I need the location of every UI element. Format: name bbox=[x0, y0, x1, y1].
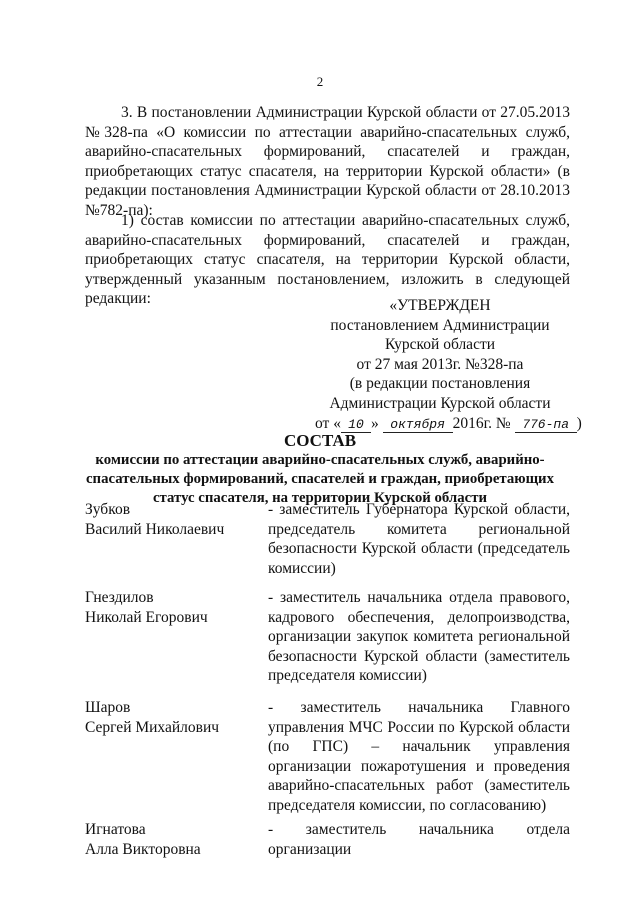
member-surname: Игнатова bbox=[85, 821, 146, 838]
member-role-text: - заместитель начальника Главного управления МЧС России по Курской области (по ГПС) – начальник управления организации пожаротушения и проведения аварийно-спасательных работ (заместитель председателя комиссии, по согласованию) bbox=[268, 699, 570, 814]
member-role bbox=[268, 588, 570, 686]
member-row bbox=[85, 500, 570, 580]
member-role bbox=[268, 820, 570, 859]
member-role-text: - заместитель начальника отдела организации bbox=[268, 821, 570, 858]
member-role-text: - заместитель Губернатора Курской области, председатель комитета региональной безопасности Курской области (председатель комиссии) bbox=[268, 501, 570, 577]
quote-close: » bbox=[370, 414, 379, 432]
item1-line: приобретающих статус спасателя, на территории Курской области, bbox=[85, 251, 570, 269]
approval-month: октября bbox=[383, 417, 453, 433]
item1-line: аварийно-спасательных формирований, спасателей и граждан, bbox=[85, 231, 570, 249]
approval-closing: ) bbox=[576, 414, 582, 432]
composition-title: СОСТАВ bbox=[283, 431, 357, 450]
approval-block bbox=[315, 296, 582, 433]
quote-open: « bbox=[333, 414, 341, 432]
approval-line: Курской области bbox=[384, 336, 496, 354]
item1-line: 1) состав комиссии по аттестации аварийно-спасательных служб, bbox=[121, 212, 570, 229]
member-surname: Шаров bbox=[85, 699, 131, 716]
approval-number: 776-па bbox=[515, 417, 577, 433]
item3-paragraph bbox=[85, 103, 570, 221]
member-name bbox=[85, 588, 255, 627]
approval-line: Администрации Курской области bbox=[329, 394, 551, 412]
member-role bbox=[268, 500, 570, 578]
item1-line: утвержденный указанным постановлением, изложить в следующей bbox=[85, 270, 570, 288]
member-given-name: Алла Викторовна bbox=[85, 840, 201, 858]
item3-line: 3. В постановлении Администрации Курской области от 27.05.2013 bbox=[121, 104, 570, 121]
member-name bbox=[85, 820, 255, 859]
item3-line: №782-па): bbox=[85, 201, 153, 219]
member-given-name: Сергей Михайлович bbox=[85, 718, 220, 736]
composition-subtitle: комиссии по аттестации аварийно-спасательных служб, аварийно-спасательных формирований, спасателей и граждан, приобретающих статус спасателя, на территории Курской области bbox=[85, 452, 554, 506]
member-given-name: Николай Егорович bbox=[85, 608, 208, 626]
page-number: 2 bbox=[316, 74, 324, 89]
approval-line: постановлением Администрации bbox=[330, 316, 550, 334]
approval-prefix: от bbox=[315, 414, 330, 432]
member-row bbox=[85, 588, 570, 688]
member-name bbox=[85, 698, 255, 737]
item3-line: №328-па «О комиссии по аттестации аварийно-спасательных служб, bbox=[85, 123, 570, 141]
member-surname: Зубков bbox=[85, 501, 131, 518]
member-given-name: Василий Николаевич bbox=[85, 520, 225, 538]
approval-line: (в редакции постановления bbox=[349, 375, 531, 393]
item3-line: приобретающих статус спасателя, на территории Курской области» (в bbox=[85, 162, 570, 180]
member-row bbox=[85, 820, 570, 860]
item1-line: редакции: bbox=[85, 290, 151, 308]
member-row bbox=[85, 698, 570, 818]
member-role bbox=[268, 698, 570, 816]
approval-year-text: 2016г. № bbox=[452, 414, 511, 432]
item3-line: редакции постановления Администрации Курской области от 28.10.2013 bbox=[85, 182, 570, 200]
item3-line: аварийно-спасательных формирований, спасателей и граждан, bbox=[85, 143, 570, 161]
approval-line: «УТВЕРЖДЕН bbox=[389, 297, 491, 314]
approval-day: 10 bbox=[341, 417, 371, 433]
member-surname: Гнездилов bbox=[85, 589, 154, 606]
member-name bbox=[85, 500, 255, 539]
item1-paragraph bbox=[85, 211, 570, 309]
approval-line: от 27 мая 2013г. №328-па bbox=[356, 355, 524, 373]
member-role-text: - заместитель начальника отдела правового, кадрового обеспечения, делопроизводства, организации закупок комитета региональной безопасности Курской области (заместитель председателя комиссии) bbox=[268, 589, 570, 685]
